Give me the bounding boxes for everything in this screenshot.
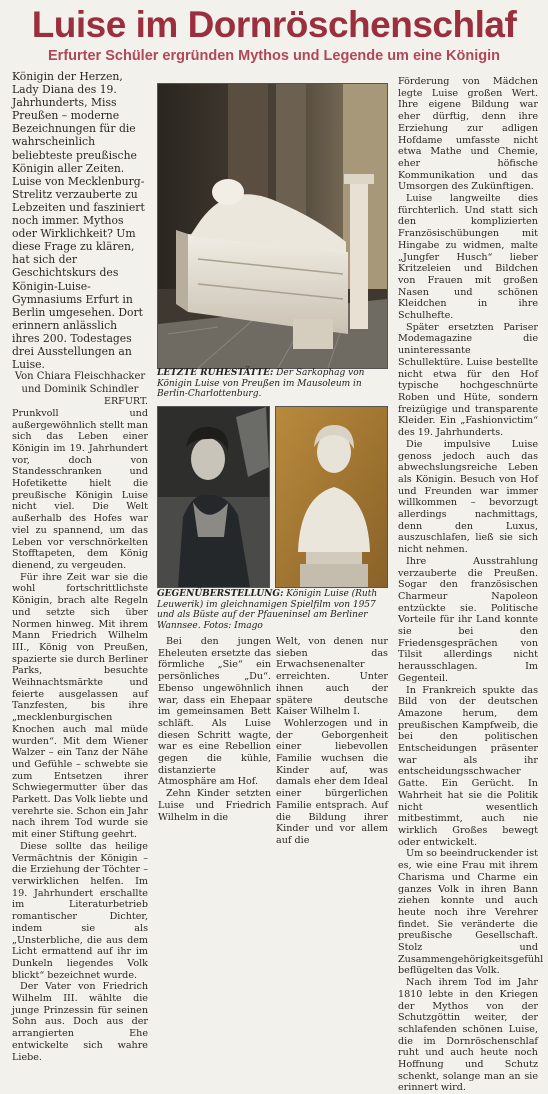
caption-text: Der Sarkophag von Königin Luise von Preußen im Mausoleum in Berlin-Charlottenburg. <box>157 368 365 400</box>
body-paragraph: Diese sollte das heilige Vermächtnis der Königin – die Erziehung der Töchter – verwirklichen helfen. Im 19. Jahrhundert erschallte im Literaturbetrieb romantischer Dichter, indem sie als „Unsterbliche, die aus dem Licht ermattend auf ihr im Dunkeln liegendes Volk blickt“ bezeichnet wurde. <box>12 840 148 981</box>
body-paragraph: In Frankreich spukte das Bild von der deutschen Amazone herum, dem preußischen Kampfweib, die bei den politischen Entscheidungen präsenter war als ihr entscheidungsschwacher Gatte. Ein Gerücht. In Wahrheit hat sie die Politik nicht wesentlich mitbestimmt, auch nie wirklich Großes bewegt oder entwickelt. <box>398 684 538 848</box>
subheadline: Erfurter Schüler ergründen Mythos und Legende um eine Königin <box>48 48 500 64</box>
body-paragraph: Bei den jungen Eheleuten ersetzte das förmliche „Sie“ ein persönliches „Du“. Ebenso ungewöhnlich war, dass ein Ehepaar im gemeinsamen Bett schläft. Als Luise diesen Schritt wagte, war es eine Rebellion gegen die kühle, distanzierte Atmosphäre am Hof. <box>158 636 271 788</box>
body-paragraph: Ihre Ausstrahlung verzauberte die Preußen. Sogar den französischen Charmeur Napoleon entzückte sie. Politische Vorteile für ihr Land konnte sie bei den Friedensgesprächen von Tilsit allerdings nicht herausschlagen. Im Gegenteil. <box>398 555 538 684</box>
caption-lead: LETZTE RUHESTÄTTE: <box>157 368 274 378</box>
dateline: ERFURT. <box>103 396 148 408</box>
body-paragraph: Später ersetzten Pariser Modemagazine die uninteressante Schullektüre. Luise bestellte nicht etwa für den Hof typische hochgeschnürte Roben und Hüte, sondern freizügige und transparente Kleider. Ein „Fashionvictim“ des 19. Jahrhunderts. <box>398 321 538 439</box>
photo-caption-2 <box>157 589 386 631</box>
intro-paragraph: Königin der Herzen, Lady Diana des 19. Jahrhunderts, Miss Preußen – moderne Bezeichnungen für die wahrscheinlich beliebteste preußische Königin aller Zeiten. Luise von Mecklenburg-Strelitz verzauberte zu Lebzeiten und fasziniert noch immer. Mythos oder Wirklichkeit? Um diese Frage zu klären, hat sich der Geschichtskurs des Königin-Luise-Gymnasiums Erfurt in Berlin umgesehen. Dort erinnern anlässlich ihres 200. Todestages drei Ausstellungen an Luise. <box>12 70 145 372</box>
body-paragraph: Der Vater von Friedrich Wilhelm III. wählte die junge Prinzessin für seinen Sohn aus. Doch aus der arrangierten Ehe entwickelte sich wahre Liebe. <box>12 981 148 1063</box>
body-paragraph: Zehn Kinder setzten Luise und Friedrich Wilhelm in die <box>158 788 271 823</box>
sarcophagus-photo <box>157 83 388 369</box>
body-paragraph: Für ihre Zeit war sie die wohl fortschrittlichste Königin, brach alte Regeln und setzte sich über Normen hinweg. Mit ihrem Mann Friedrich Wilhelm III., König von Preußen, spazierte sie durch Berliner Parks, besuchte Weihnachtsmärkte und feierte ausgelassen auf Tanzfesten, bis ihre „mecklenburgischen Knochen auch mal müde wurden“. Mit dem Wiener Walzer – ein Tanz der Nähe und Gefühle – schwebte sie zum Entsetzen ihrer Schwiegermutter über das Parkett. Das Volk liebte und verehrte sie. Schon ein Jahr nach ihrem Tod wurde sie mit einer Stiftung geehrt. <box>12 571 148 841</box>
body-paragraph: Um so beeindruckender ist es, wie eine Frau mit ihrem Charisma und Charme ein ganzes Volk in ihren Bann ziehen konnte und auch heute noch ihre Verehrer findet. Sie veränderte die preußische Gesellschaft. Stolz und Zusammengehörigkeitsgefühl beflügelten das Volk. <box>398 848 544 977</box>
sarcophagus-illustration <box>158 84 387 368</box>
caption-lead: GEGENÜBERSTELLUNG: <box>157 589 284 599</box>
headline: Luise im Dornröschenschlaf <box>31 4 517 45</box>
byline: Von Chiara Fleischhacker und Dominik Schindler <box>14 371 146 395</box>
photo-credit: Fotos: Imago <box>203 620 263 631</box>
caption-text: Königin Luise (Ruth Leuwerik) im gleichnamigen Spielfilm von 1957 und als Büste auf der Pfaueninsel am Berliner Wannsee. <box>157 589 378 631</box>
article-column-1 <box>12 70 148 1063</box>
queen-portrait-illustration <box>158 407 269 587</box>
article-column-2 <box>158 636 271 823</box>
photo-caption-1 <box>157 368 386 400</box>
body-paragraph: Welt, von denen nur sieben das Erwachsenenalter erreichten. Unter ihnen auch der spätere deutsche Kaiser Wilhelm I. <box>276 636 388 718</box>
bust-photo <box>275 406 388 588</box>
body-paragraph: Die impulsive Luise genoss jedoch auch das abwechslungsreiche Leben als Königin. Besuch von Hof und Freunden war immer willkommen – bevorzugt allerdings nachmittags, denn den Luxus, auszuschlafen, ließ sie sich nicht nehmen. <box>398 438 538 556</box>
article-column-3 <box>276 636 388 846</box>
body-paragraph: Prunkvoll und außergewöhnlich stellt man sich das Leben einer Königin im 19. Jahrhundert vor, doch von Standesschranken und Hofetikette hielt die preußische Königin Luise nicht viel. Die Welt außerhalb des Hofes war viel zu spannend, um das Leben vor verschnörkelten Stofftapeten, dem König dienend, zu vergeuden. <box>12 407 148 571</box>
body-paragraph: Förderung von Mädchen legte Luise großen Wert. Ihre eigene Bildung war eher dürftig, denn ihre Erziehung zur adligen Hofdame umfasste nicht etwa Mathe und Chemie, eher höfische Kommunikation und das Umsorgen des Zukünftigen. <box>398 76 538 193</box>
body-paragraph: Nach ihrem Tod im Jahr 1810 lebte in den Kriegen der Mythos von der Schutzgöttin weiter, der schlafenden schönen Luise, die im Dornröschenschlaf ruht und auch heute noch Hoffnung und Schutz schenkt, solange man an sie erinnert wird. <box>398 977 538 1094</box>
body-paragraph: Luise langweilte dies fürchterlich. Und statt sich den komplizierten Französischübungen mit Hingabe zu widmen, malte „Jungfer Husch“ lieber Kritzeleien und Bildchen von Frauen mit großen Nasen und schönen Kleidchen in ihre Schulhefte. <box>398 193 538 322</box>
body-paragraph: Wohlerzogen und in der Geborgenheit einer liebevollen Familie wuchsen die Kinder auf, was damals eher dem Ideal einer bürgerlichen Familie entsprach. Auf die Bildung ihrer Kinder und vor allem auf die <box>276 717 388 846</box>
bust-illustration <box>276 407 387 587</box>
article-column-4 <box>398 76 544 1094</box>
film-still-photo <box>157 406 270 588</box>
